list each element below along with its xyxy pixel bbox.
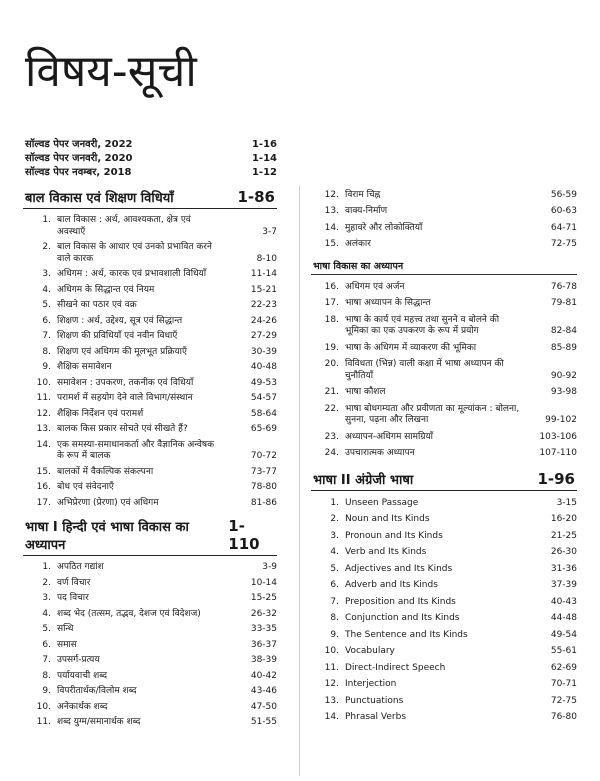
- entry-number: 6.: [330, 580, 339, 590]
- entry-number: 13.: [324, 695, 339, 706]
- toc-entry: [311, 677, 577, 694]
- toc-entry: [311, 187, 577, 204]
- entry-number: 14.: [36, 439, 51, 450]
- entry-pages: 58-64: [250, 408, 277, 419]
- entry-pages: 51-55: [250, 717, 277, 727]
- toc-entry: [23, 576, 277, 592]
- toc-entry: [311, 627, 577, 644]
- toc-entry: [23, 669, 277, 685]
- entry-pages: 40-48: [250, 362, 277, 372]
- entry-title: परामर्श में सहयोग देने वाले विभाग/संस्थान: [57, 393, 193, 403]
- entry-pages: 36-37: [250, 639, 277, 650]
- entry-pages: 72-75: [550, 239, 577, 249]
- entry-number: 20.: [324, 359, 339, 369]
- entry-number: 15.: [36, 466, 51, 477]
- entry-pages: 70-72: [250, 451, 277, 461]
- entry-pages: 65-69: [250, 424, 277, 434]
- toc-entry: [23, 438, 277, 465]
- entry-number: 14.: [324, 712, 339, 722]
- entry-number: 3.: [42, 269, 51, 279]
- toc-entry: [23, 360, 277, 376]
- entry-title: बालक किस प्रकार सोचते एवं सीखते हैं?: [57, 424, 188, 434]
- entry-number: 11.: [36, 393, 51, 403]
- entry-title: Conjunction and Its Kinds: [345, 613, 460, 623]
- entry-number: 12.: [36, 408, 51, 419]
- hindi-list-left: [23, 560, 277, 731]
- toc-entry: [311, 561, 577, 578]
- entry-title: मुहावरे और लोकोक्तियाँ: [345, 222, 423, 233]
- entry-title: अधिगम एवं अर्जन: [345, 281, 405, 292]
- entry-number: 6.: [42, 639, 51, 650]
- entry-pages: 82-84: [550, 326, 577, 336]
- entry-pages: 33-35: [250, 624, 277, 634]
- entry-title: अधिगम : अर्थ, कारक एवं प्रभावशाली विधियाँ: [57, 269, 207, 279]
- toc-entry: [23, 391, 277, 407]
- entry-number: 7.: [330, 596, 339, 607]
- toc-entry: [311, 357, 577, 385]
- toc-entry: [311, 429, 577, 446]
- entry-title: अभिप्रेरणा (प्रेरणा) एवं अधिगम: [57, 497, 159, 508]
- entry-pages: 54-57: [250, 393, 277, 403]
- toc-entry: [311, 660, 577, 677]
- entry-pages: 60-63: [550, 206, 577, 216]
- english-list: [311, 495, 577, 726]
- entry-number: 10.: [36, 701, 51, 712]
- page-title: विषय-सूची: [25, 46, 197, 97]
- entry-pages: 40-43: [550, 596, 577, 607]
- entry-pages: 73-77: [250, 466, 277, 477]
- entry-pages: 49-54: [550, 629, 577, 640]
- entry-number: 17.: [324, 298, 339, 308]
- entry-title: विपरीतार्थक/विलोम शब्द: [57, 686, 137, 696]
- solved-paper-label: सॉल्वड पेपर जनवरी, 2020: [25, 153, 133, 164]
- solved-paper-pages: 1-12: [251, 167, 277, 178]
- entry-title: Direct-Indirect Speech: [345, 662, 446, 673]
- entry-title: अलंकार: [345, 239, 371, 249]
- entry-pages: 107-110: [539, 448, 577, 458]
- entry-title: Vocabulary: [345, 646, 395, 656]
- toc-entry: [23, 700, 277, 716]
- solved-paper-pages: 1-16: [251, 139, 277, 150]
- toc-entry: [23, 496, 277, 512]
- toc-entry: [311, 594, 577, 611]
- toc-entry: [311, 644, 577, 661]
- entry-pages: 76-78: [550, 281, 577, 292]
- entry-pages: 76-80: [550, 712, 577, 722]
- solved-paper-label: सॉल्वड पेपर नवम्बर, 2018: [25, 167, 132, 178]
- toc-entry: [23, 684, 277, 700]
- entry-number: 4.: [330, 547, 339, 557]
- entry-title: बालकों में वैकल्पिक संकल्पना: [57, 466, 154, 477]
- entry-pages: 11-14: [250, 269, 277, 279]
- entry-number: 9.: [42, 362, 51, 372]
- entry-number: 16.: [324, 281, 339, 292]
- toc-entry: [23, 283, 277, 299]
- entry-pages: 81-86: [250, 497, 277, 508]
- entry-pages: 62-69: [550, 662, 577, 673]
- entry-pages: 27-29: [250, 331, 277, 341]
- toc-entry: [311, 312, 577, 340]
- toc-entry: [23, 715, 277, 731]
- toc-entry: [23, 329, 277, 345]
- entry-number: 19.: [324, 342, 339, 353]
- entry-pages: 44-48: [550, 613, 577, 623]
- toc-entry: [23, 653, 277, 669]
- section-name: बाल विकास एवं शिक्षण विधियाँ: [25, 191, 174, 206]
- toc-entry: [23, 267, 277, 283]
- entry-pages: 30-39: [250, 346, 277, 357]
- section-page-range: 1-96: [537, 470, 575, 488]
- toc-entry: [23, 298, 277, 314]
- entry-title: भाषा कौशल: [345, 387, 386, 397]
- entry-number: 1.: [42, 215, 51, 225]
- entry-title: शब्द युग्म/समानार्थक शब्द: [57, 717, 141, 727]
- entry-title: Punctuations: [345, 695, 404, 706]
- entry-title: भाषा के कार्य एवं महत्त्व तथा सुनने व बोलने की भूमिका का एक उपकरण के रूप में प्रयोग: [345, 314, 500, 336]
- toc-entry: [311, 710, 577, 727]
- entry-title: वर्ण विचार: [57, 577, 91, 588]
- entry-number: 7.: [42, 655, 51, 665]
- toc-entry: [23, 560, 277, 576]
- section-page-range: 1-86: [237, 188, 275, 206]
- entry-title: Phrasal Verbs: [345, 712, 407, 722]
- entry-number: 11.: [324, 662, 339, 673]
- entry-number: 1.: [42, 562, 51, 572]
- entry-pages: 40-42: [250, 670, 277, 681]
- entry-pages: 24-26: [250, 315, 277, 326]
- entry-number: 5.: [42, 624, 51, 634]
- solved-paper-pages: 1-14: [251, 153, 277, 164]
- entry-title: भाषा के अधिगम में व्याकरण की भूमिका: [345, 342, 477, 353]
- entry-number: 3.: [330, 530, 339, 541]
- section-heading-hindi: [23, 517, 277, 556]
- toc-entry: [311, 385, 577, 402]
- right-column: [311, 187, 577, 726]
- entry-number: 4.: [42, 284, 51, 295]
- solved-paper-label: सॉल्वड पेपर जनवरी, 2022: [25, 139, 133, 150]
- entry-pages: 8-10: [256, 253, 277, 264]
- entry-title: The Sentence and Its Kinds: [345, 629, 468, 640]
- entry-number: 23.: [324, 431, 339, 442]
- entry-title: अधिगम के सिद्धान्त एवं नियम: [57, 284, 155, 295]
- section-name: भाषा I हिन्दी एवं भाषा विकास का अध्यापन: [25, 520, 189, 553]
- entry-number: 8.: [42, 670, 51, 681]
- entry-pages: 49-53: [250, 377, 277, 388]
- entry-title: सन्धि: [57, 624, 74, 634]
- entry-pages: 31-36: [550, 563, 577, 574]
- entry-pages: 85-89: [550, 342, 577, 353]
- toc-entry: [23, 376, 277, 392]
- entry-pages: 72-75: [550, 695, 577, 706]
- hindi-list-right: [311, 187, 577, 253]
- language-pedagogy-list: [311, 279, 577, 462]
- solved-paper-entry: [25, 138, 277, 152]
- solved-paper-entry: [25, 166, 277, 180]
- entry-number: 4.: [42, 608, 51, 619]
- toc-entry: [311, 237, 577, 254]
- entry-title: Adjectives and Its Kinds: [345, 563, 453, 574]
- entry-title: Noun and Its Kinds: [345, 514, 430, 524]
- toc-entry: [23, 480, 277, 496]
- entry-number: 21.: [324, 387, 339, 397]
- entry-number: 13.: [324, 206, 339, 216]
- entry-pages: 78-80: [250, 482, 277, 492]
- toc-entry: [311, 220, 577, 237]
- toc-entry: [23, 314, 277, 330]
- entry-title: Preposition and Its Kinds: [345, 596, 456, 607]
- entry-number: 14.: [324, 222, 339, 233]
- entry-number: 10.: [36, 377, 51, 388]
- toc-entry: [311, 512, 577, 529]
- entry-number: 6.: [42, 315, 51, 326]
- entry-pages: 10-14: [250, 577, 277, 588]
- entry-number: 2.: [42, 242, 51, 252]
- solved-paper-entry: [25, 152, 277, 166]
- entry-pages: 79-81: [550, 298, 577, 308]
- toc-entry: [311, 401, 577, 429]
- toc-entry: [311, 693, 577, 710]
- entry-title: शिक्षण : अर्थ, उद्देश्य, सूत्र एवं सिद्धान्त: [57, 315, 183, 326]
- toc-entry: [23, 422, 277, 438]
- entry-pages: 90-92: [550, 370, 577, 381]
- entry-title: अध्यापन-अधिगम सामग्रियाँ: [345, 431, 433, 442]
- entry-number: 8.: [330, 613, 339, 623]
- toc-entry: [311, 279, 577, 296]
- entry-number: 11.: [36, 717, 51, 727]
- toc-entry: [23, 213, 277, 240]
- toc-entry: [311, 545, 577, 562]
- entry-number: 8.: [42, 346, 51, 357]
- entry-number: 24.: [324, 448, 339, 458]
- entry-title: समास: [57, 639, 77, 650]
- entry-pages: 3-9: [262, 562, 277, 572]
- entry-pages: 64-71: [550, 222, 577, 233]
- entry-title: एक समस्या-समाधानकर्ता और वैज्ञानिक अन्वेषक के रूप में बालक: [57, 439, 215, 461]
- toc-entry: [311, 611, 577, 628]
- toc-entry: [311, 528, 577, 545]
- entry-number: 22.: [324, 403, 339, 414]
- entry-title: शिक्षण एवं अधिगम की मूलभूत प्रक्रियाएँ: [57, 346, 187, 357]
- entry-number: 10.: [324, 646, 339, 656]
- entry-number: 18.: [324, 314, 339, 325]
- entry-title: उपसर्ग-प्रत्यय: [57, 655, 100, 665]
- column-divider: [299, 186, 300, 776]
- entry-number: 7.: [42, 331, 51, 341]
- entry-pages: 55-61: [550, 646, 577, 656]
- toc-entry: [23, 622, 277, 638]
- entry-number: 5.: [330, 563, 339, 574]
- entry-number: 3.: [42, 593, 51, 603]
- sub-heading-language-pedagogy: भाषा विकास का अध्यापन: [311, 256, 577, 275]
- entry-number: 16.: [36, 482, 51, 492]
- entry-number: 17.: [36, 497, 51, 508]
- toc-entry: [23, 407, 277, 423]
- entry-number: 13.: [36, 424, 51, 434]
- entry-title: विराम चिह्न: [345, 189, 381, 200]
- entry-title: Adverb and Its Kinds: [345, 580, 438, 590]
- toc-entry: [311, 204, 577, 221]
- entry-title: विविधता (भिन्न) वाली कक्षा में भाषा अध्यापन की चुनौतियाँ: [345, 359, 504, 381]
- entry-pages: 103-106: [539, 431, 577, 442]
- entry-title: भाषा बोधगम्यता और प्रवीणता का मूल्यांकन : बोलना, सुनना, पढ़ना और लिखना: [345, 403, 520, 425]
- entry-pages: 22-23: [250, 300, 277, 310]
- entry-title: अनेकार्थक शब्द: [57, 701, 108, 712]
- entry-title: Pronoun and Its Kinds: [345, 530, 443, 541]
- entry-title: बाल विकास के आधार एवं उनको प्रभावित करने वाले कारक: [57, 242, 212, 264]
- entry-title: शैक्षिक समावेशन: [57, 362, 112, 372]
- entry-title: बोध एवं संवेदनाएँ: [57, 482, 114, 492]
- entry-number: 5.: [42, 300, 51, 310]
- toc-entry: [311, 578, 577, 595]
- section-heading-english: [311, 470, 577, 491]
- entry-number: 9.: [330, 629, 339, 640]
- child-development-list: [23, 213, 277, 511]
- entry-number: 12.: [324, 679, 339, 689]
- toc-entry: [23, 591, 277, 607]
- entry-title: Verb and Its Kinds: [345, 547, 427, 557]
- entry-title: बाल विकास : अर्थ, आवश्यकता, क्षेत्र एवं अवस्थाएँ: [57, 215, 191, 237]
- entry-pages: 16-20: [550, 514, 577, 524]
- entry-number: 2.: [330, 514, 339, 524]
- entry-pages: 99-102: [545, 415, 577, 425]
- toc-entry: [311, 340, 577, 357]
- section-heading-child-development: [23, 188, 277, 209]
- entry-pages: 15-25: [250, 593, 277, 603]
- entry-pages: 70-71: [550, 679, 577, 689]
- entry-title: पद विचार: [57, 593, 89, 603]
- toc-entry: [311, 446, 577, 463]
- entry-pages: 3-15: [556, 497, 577, 508]
- entry-pages: 37-39: [550, 580, 577, 590]
- toc-entry: [23, 638, 277, 654]
- entry-number: 2.: [42, 577, 51, 588]
- entry-number: 9.: [42, 686, 51, 696]
- entry-title: सीखने का पठार एवं वक्र: [57, 300, 137, 310]
- entry-pages: 3-7: [262, 226, 277, 237]
- toc-entry: [23, 465, 277, 481]
- entry-number: 1.: [330, 497, 339, 508]
- entry-pages: 93-98: [550, 387, 577, 397]
- entry-pages: 43-46: [250, 686, 277, 696]
- entry-title: उपचारात्मक अध्यापन: [345, 448, 415, 458]
- solved-papers-list: [25, 138, 277, 180]
- entry-number: 15.: [324, 239, 339, 249]
- entry-title: अपठित गद्यांश: [57, 562, 104, 572]
- entry-title: शब्द भेद (तत्सम, तद्भव, देशज एवं विदेशज): [57, 608, 201, 619]
- entry-pages: 47-50: [250, 701, 277, 712]
- entry-title: पर्यायवाची शब्द: [57, 670, 108, 681]
- entry-pages: 38-39: [250, 655, 277, 665]
- entry-pages: 56-59: [550, 189, 577, 200]
- left-column: [23, 188, 277, 731]
- toc-entry: [23, 345, 277, 361]
- entry-pages: 26-32: [250, 608, 277, 619]
- toc-entry: [311, 296, 577, 313]
- toc-entry: [23, 240, 277, 267]
- entry-title: Unseen Passage: [345, 497, 419, 508]
- entry-title: भाषा अध्यापन के सिद्धान्त: [345, 298, 431, 308]
- entry-title: समावेशन : उपकरण, तकनीक एवं विधियाँ: [57, 377, 194, 388]
- section-name: भाषा II अंग्रेजी भाषा: [313, 473, 414, 488]
- entry-pages: 26-30: [550, 547, 577, 557]
- entry-pages: 15-21: [250, 284, 277, 295]
- entry-number: 12.: [324, 189, 339, 200]
- entry-pages: 21-25: [550, 530, 577, 541]
- entry-title: शिक्षण की प्रविधियाँ एवं नवीन विधाएँ: [57, 331, 178, 341]
- entry-title: Interjection: [345, 679, 397, 689]
- section-page-range: 1-110: [228, 517, 260, 553]
- entry-title: शैक्षिक निर्देशन एवं परामर्श: [57, 408, 144, 419]
- toc-entry: [311, 495, 577, 512]
- entry-title: वाक्य-निर्माण: [345, 206, 388, 216]
- toc-entry: [23, 607, 277, 623]
